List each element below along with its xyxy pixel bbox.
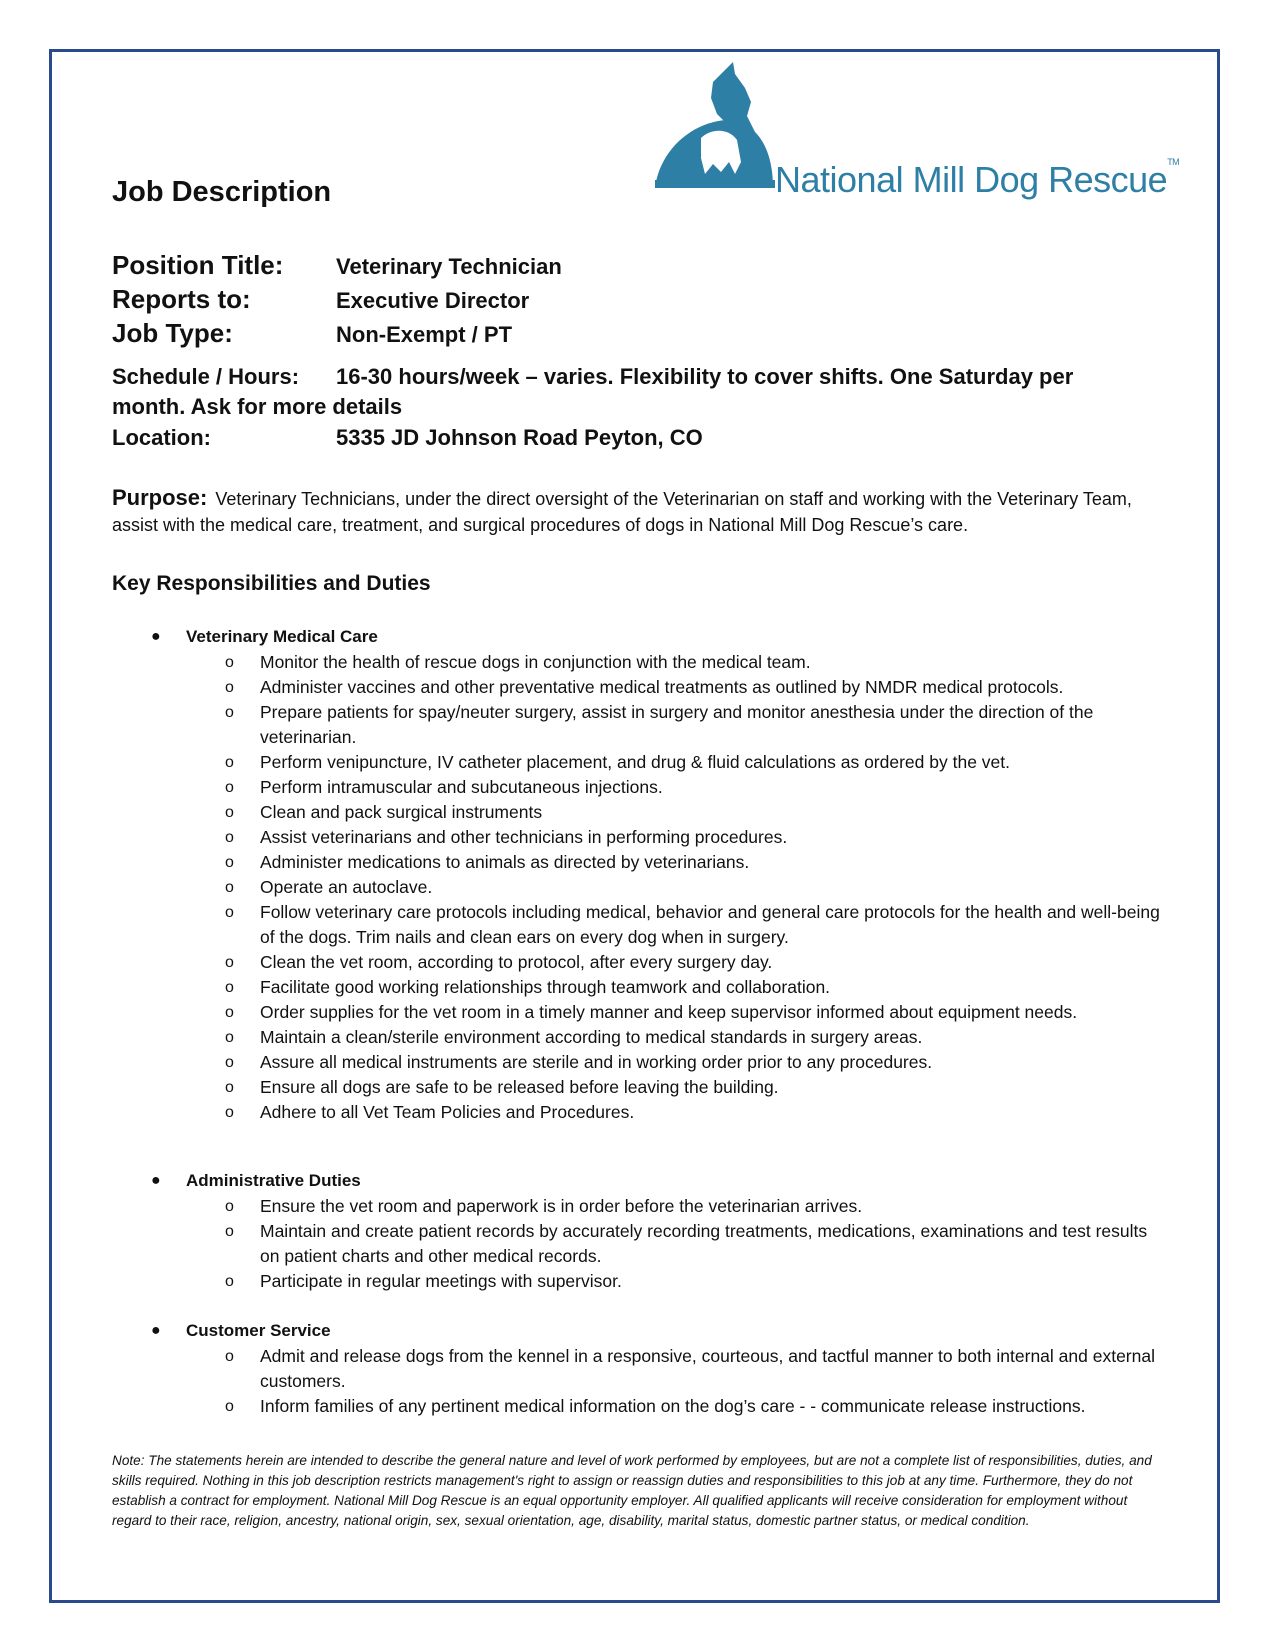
purpose-text: Veterinary Technicians, under the direct oversight of the Veterinarian on staff and working with the Veterinary Team, assist with the medical care, treatment, and surgical procedures of dogs in National Mill Dog Rescue’s care. [112, 489, 1132, 535]
duty-item [112, 975, 1162, 1000]
purpose-label: Purpose: [112, 485, 208, 510]
duty-item [112, 1000, 1162, 1025]
duty-item [112, 700, 1162, 750]
duty-item [112, 1025, 1162, 1050]
sub-bullet-icon: o [225, 1054, 234, 1071]
reports-to-row [112, 284, 529, 315]
job-type-row [112, 318, 512, 349]
sub-bullet-icon: o [225, 1398, 234, 1415]
duty-item-text: Inform families of any pertinent medical information on the dog’s care - - communicate release instructions. [260, 1396, 1086, 1416]
position-title-label: Position Title: [112, 250, 284, 280]
sub-bullet-icon: o [225, 1029, 234, 1046]
duty-item-text: Maintain a clean/sterile environment according to medical standards in surgery areas. [260, 1027, 923, 1047]
sub-bullet-icon: o [225, 1223, 234, 1240]
duty-item-text: Facilitate good working relationships through teamwork and collaboration. [260, 977, 831, 997]
sub-bullet-icon: o [225, 679, 234, 696]
duty-item-text: Monitor the health of rescue dogs in conjunction with the medical team. [260, 652, 811, 672]
sub-bullet-icon: o [225, 854, 234, 871]
duty-item [112, 1394, 1162, 1419]
dog-silhouette-icon [655, 62, 780, 192]
sub-bullet-icon: o [225, 779, 234, 796]
sub-bullet-icon: o [225, 1004, 234, 1021]
duty-item-text: Order supplies for the vet room in a timely manner and keep supervisor informed about equipment needs. [260, 1002, 1078, 1022]
job-type-value: Non-Exempt / PT [336, 322, 513, 347]
duty-item-text: Follow veterinary care protocols including medical, behavior and general care protocols for the health and well-being of the dogs. Trim nails and clean ears on every dog when in surgery. [260, 902, 1160, 947]
sub-bullet-icon: o [225, 804, 234, 821]
duty-item [112, 650, 1162, 675]
duty-list [112, 1344, 1162, 1419]
schedule-row [112, 364, 1073, 390]
duty-item [112, 950, 1162, 975]
bullet-icon: ● [151, 628, 161, 645]
sub-bullet-icon: o [225, 1273, 234, 1290]
sub-bullet-icon: o [225, 1198, 234, 1215]
sub-bullet-icon: o [225, 1079, 234, 1096]
bullet-icon: ● [151, 1322, 161, 1339]
job-type-label: Job Type: [112, 318, 233, 348]
duty-item-text: Assure all medical instruments are sterile and in working order prior to any procedures. [260, 1052, 933, 1072]
duty-item [112, 800, 1162, 825]
location-row [112, 425, 703, 451]
duty-item [112, 775, 1162, 800]
duty-item [112, 675, 1162, 700]
duty-item-text: Administer vaccines and other preventative medical treatments as outlined by NMDR medical protocols. [260, 677, 1064, 697]
sub-bullet-icon: o [225, 704, 234, 721]
duty-item [112, 875, 1162, 900]
duty-item-text: Perform venipuncture, IV catheter placement, and drug & fluid calculations as ordered by the vet. [260, 752, 1010, 772]
responsibilities-heading: Key Responsibilities and Duties [112, 572, 431, 595]
group-title: ● Administrative Duties [112, 1168, 1162, 1194]
duty-item-text: Assist veterinarians and other technicians in performing procedures. [260, 827, 788, 847]
sub-bullet-icon: o [225, 829, 234, 846]
location-label: Location: [112, 425, 211, 450]
duty-item-text: Administer medications to animals as directed by veterinarians. [260, 852, 750, 872]
duty-item [112, 1344, 1162, 1394]
duty-item [112, 1219, 1162, 1269]
duty-item [112, 1194, 1162, 1219]
sub-bullet-icon: o [225, 954, 234, 971]
document-title: Job Description [112, 176, 332, 208]
duty-item-text: Maintain and create patient records by accurately recording treatments, medications, examinations and test results on patient charts and other medical records. [260, 1221, 1148, 1266]
duty-list [112, 1194, 1162, 1294]
sub-bullet-icon: o [225, 1104, 234, 1121]
duty-item-text: Participate in regular meetings with supervisor. [260, 1271, 622, 1291]
sub-bullet-icon: o [225, 879, 234, 896]
reports-to-label: Reports to: [112, 284, 251, 314]
sub-bullet-icon: o [225, 654, 234, 671]
bullet-icon: ● [151, 1172, 161, 1189]
duty-item-text: Ensure the vet room and paperwork is in order before the veterinarian arrives. [260, 1196, 863, 1216]
group-title: ● Customer Service [112, 1318, 1162, 1344]
duty-item [112, 750, 1162, 775]
duty-item-text: Admit and release dogs from the kennel in a responsive, courteous, and tactful manner to both internal and external customers. [260, 1346, 1155, 1391]
org-logo [655, 62, 1215, 212]
duty-item [112, 1269, 1162, 1294]
sub-bullet-icon: o [225, 1348, 234, 1365]
duty-item [112, 1075, 1162, 1100]
disclaimer-note: Note: The statements herein are intended to describe the general nature and level of work performed by employees, but are not a complete list of responsibilities, duties, and skills required. Nothing in this job description restricts management's right to assign or reassign duties and responsibilities to this job at any time. Furthermore, they do not establish a contract for employment. National Mill Dog Rescue is an equal opportunity employer. All qualified applicants will receive consideration for employment without regard to their race, religion, ancestry, national origin, sex, sexual orientation, age, disability, marital status, domestic partner status, or medical condition. [112, 1453, 1152, 1528]
purpose-paragraph [112, 485, 1162, 538]
duty-item-text: Ensure all dogs are safe to be released before leaving the building. [260, 1077, 779, 1097]
duty-item-text: Operate an autoclave. [260, 877, 433, 897]
duty-item [112, 825, 1162, 850]
duty-item-text: Perform intramuscular and subcutaneous injections. [260, 777, 663, 797]
sub-bullet-icon: o [225, 754, 234, 771]
duty-item-text: Clean the vet room, according to protocol, after every surgery day. [260, 952, 773, 972]
group-administrative-duties [112, 1168, 1162, 1294]
reports-to-value: Executive Director [336, 288, 530, 313]
duty-item [112, 1100, 1162, 1125]
schedule-label: Schedule / Hours: [112, 364, 300, 389]
position-title-value: Veterinary Technician [336, 254, 562, 279]
schedule-value: 16-30 hours/week – varies. Flexibility to cover shifts. One Saturday per [336, 364, 1074, 389]
schedule-continuation: month. Ask for more details [112, 394, 403, 419]
location-value: 5335 JD Johnson Road Peyton, CO [336, 425, 703, 450]
position-title-row [112, 250, 562, 281]
duty-list [112, 650, 1162, 1125]
sub-bullet-icon: o [225, 904, 234, 921]
duty-item [112, 900, 1162, 950]
org-name: National Mill Dog Rescue™ [775, 157, 1180, 200]
duty-item-text: Prepare patients for spay/neuter surgery, assist in surgery and monitor anesthesia under the direction of the veterinarian. [260, 702, 1094, 747]
duty-item-text: Clean and pack surgical instruments [260, 802, 543, 822]
group-title: ● Veterinary Medical Care [112, 624, 1162, 650]
sub-bullet-icon: o [225, 979, 234, 996]
duty-item-text: Adhere to all Vet Team Policies and Procedures. [260, 1102, 635, 1122]
duty-item [112, 850, 1162, 875]
duty-item [112, 1050, 1162, 1075]
group-customer-service [112, 1318, 1162, 1419]
group-veterinary-medical-care [112, 624, 1162, 1125]
